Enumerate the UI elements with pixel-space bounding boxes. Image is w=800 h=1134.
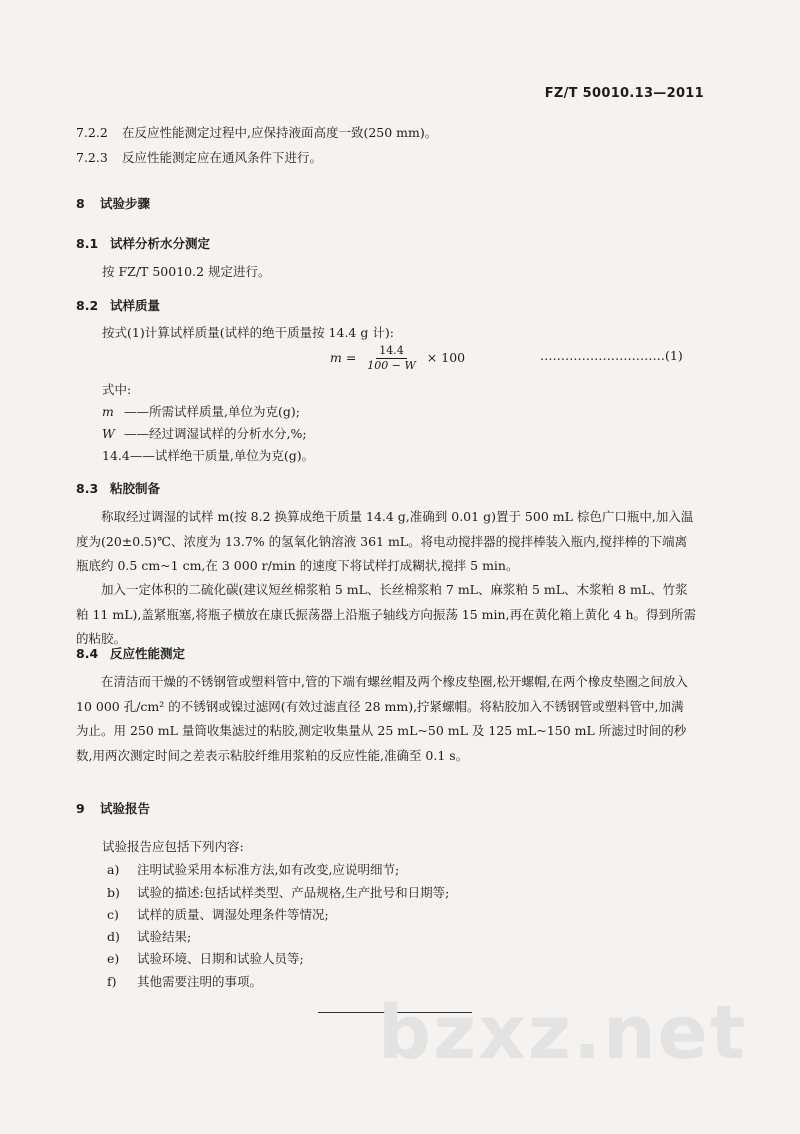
section-number: 8.2 bbox=[76, 298, 99, 313]
definition-m bbox=[102, 403, 300, 421]
list-item bbox=[107, 906, 329, 924]
list-marker: b) bbox=[107, 885, 120, 900]
clause-text: 反应性能测定应在通风条件下进行。 bbox=[122, 150, 323, 165]
section-title: 试样分析水分测定 bbox=[110, 236, 211, 251]
formula-1 bbox=[330, 344, 465, 373]
definition-14-4 bbox=[102, 447, 314, 465]
list-text: 注明试验采用本标准方法,如有改变,应说明细节; bbox=[137, 862, 400, 877]
definition-symbol: W bbox=[102, 426, 115, 441]
standard-id: FZ/T 50010.13—2011 bbox=[544, 86, 704, 101]
definition-text: ——试样绝干质量,单位为克(g)。 bbox=[129, 448, 315, 463]
list-text: 试验环境、日期和试验人员等; bbox=[137, 951, 304, 966]
watermark: bzxz.net bbox=[378, 990, 748, 1076]
section-number: 8.3 bbox=[76, 481, 99, 496]
section-8-3-paragraph-1: 称取经过调湿的试样 m(按 8.2 换算成绝干质量 14.4 g,准确到 0.01 g)置于 500 mL 棕色广口瓶中,加入温度为(20±0.5)℃、浓度为 13.7% 的氢氧化钠溶液 361 mL。将电动搅拌器的搅拌棒装入瓶内,搅拌棒的下端离瓶底约 0.5 cm~1 cm,在 3 000 r/min 的速度下将试样打成糊状,搅拌 5 min。 bbox=[76, 509, 694, 573]
list-text: 其他需要注明的事项。 bbox=[137, 974, 263, 989]
clause-7-2-2 bbox=[76, 124, 437, 142]
list-marker: a) bbox=[107, 862, 120, 877]
definition-symbol: 14.4 bbox=[102, 448, 130, 463]
list-marker: f) bbox=[107, 974, 117, 989]
list-item bbox=[107, 950, 304, 968]
formula-times: × 100 bbox=[426, 350, 466, 365]
list-item bbox=[107, 973, 262, 991]
section-8-1-text: 按 FZ/T 50010.2 规定进行。 bbox=[102, 264, 271, 279]
formula-lhs: m = bbox=[330, 350, 357, 365]
definition-w bbox=[102, 425, 307, 443]
section-9-intro: 试验报告应包括下列内容: bbox=[102, 839, 244, 854]
section-8-1-heading bbox=[76, 234, 210, 252]
section-number: 8.4 bbox=[76, 646, 99, 661]
section-title: 粘胶制备 bbox=[110, 481, 161, 496]
section-8-4-paragraph: 在清洁而干燥的不锈钢管或塑料管中,管的下端有螺丝帽及两个橡皮垫圈,松开螺帽,在两个橡皮垫圈之间放入 10 000 孔/cm² 的不锈钢或镍过滤网(有效过滤直径 28 mm),拧紧螺帽。将粘胶加入不锈钢管或塑料管中,加满为止。用 250 mL 量筒收集滤过的粘胶,测定收集量从 25 mL~50 mL 及 125 mL~150 mL 所滤过时间的秒数,用两次测定时间之差表示粘胶纤维用浆粕的反应性能,准确至 0.1 s。 bbox=[76, 674, 688, 763]
section-8-2-intro: 按式(1)计算试样质量(试样的绝干质量按 14.4 g 计): bbox=[102, 325, 394, 340]
section-8-3-heading bbox=[76, 479, 160, 497]
list-marker: d) bbox=[107, 929, 120, 944]
list-text: 试验的描述:包括试样类型、产品规格,生产批号和日期等; bbox=[137, 885, 450, 900]
clause-7-2-3 bbox=[76, 149, 322, 167]
list-item bbox=[107, 884, 449, 902]
definition-text: ——经过调湿试样的分析水分,%; bbox=[124, 426, 307, 441]
section-8-2-heading bbox=[76, 296, 160, 314]
list-item bbox=[107, 928, 191, 946]
list-item bbox=[107, 861, 399, 879]
formula-label: …………………………(1) bbox=[540, 348, 683, 363]
clause-text: 在反应性能测定过程中,应保持液面高度一致(250 mm)。 bbox=[122, 125, 438, 140]
section-number: 9 bbox=[76, 801, 85, 816]
list-text: 试验结果; bbox=[137, 929, 192, 944]
section-9-heading bbox=[76, 799, 150, 817]
list-marker: c) bbox=[107, 907, 119, 922]
list-marker: e) bbox=[107, 951, 120, 966]
formula-fraction bbox=[364, 344, 419, 373]
formula-denominator: 100 − W bbox=[367, 359, 416, 372]
section-title: 试验步骤 bbox=[100, 196, 151, 211]
clause-number: 7.2.2 bbox=[76, 125, 108, 140]
where-label: 式中: bbox=[102, 382, 132, 397]
section-8-heading bbox=[76, 194, 150, 212]
definition-symbol: m bbox=[102, 404, 114, 419]
section-8-4-heading bbox=[76, 644, 185, 662]
formula-numerator: 14.4 bbox=[376, 344, 407, 359]
section-title: 试验报告 bbox=[100, 801, 151, 816]
definition-text: ——所需试样质量,单位为克(g); bbox=[124, 404, 300, 419]
section-title: 反应性能测定 bbox=[110, 646, 186, 661]
section-number: 8.1 bbox=[76, 236, 99, 251]
section-title: 试样质量 bbox=[110, 298, 161, 313]
clause-number: 7.2.3 bbox=[76, 150, 108, 165]
section-number: 8 bbox=[76, 196, 85, 211]
list-text: 试样的质量、调湿处理条件等情况; bbox=[137, 907, 329, 922]
section-8-3-paragraph-2: 加入一定体积的二硫化碳(建议短丝棉浆粕 5 mL、长丝棉浆粕 7 mL、麻浆粕 5 mL、木浆粕 8 mL、竹浆粕 11 mL),盖紧瓶塞,将瓶子横放在康氏振荡器上沿瓶子轴线方向振荡 15 min,再在黄化箱上黄化 4 h。得到所需的粘胶。 bbox=[76, 582, 697, 646]
